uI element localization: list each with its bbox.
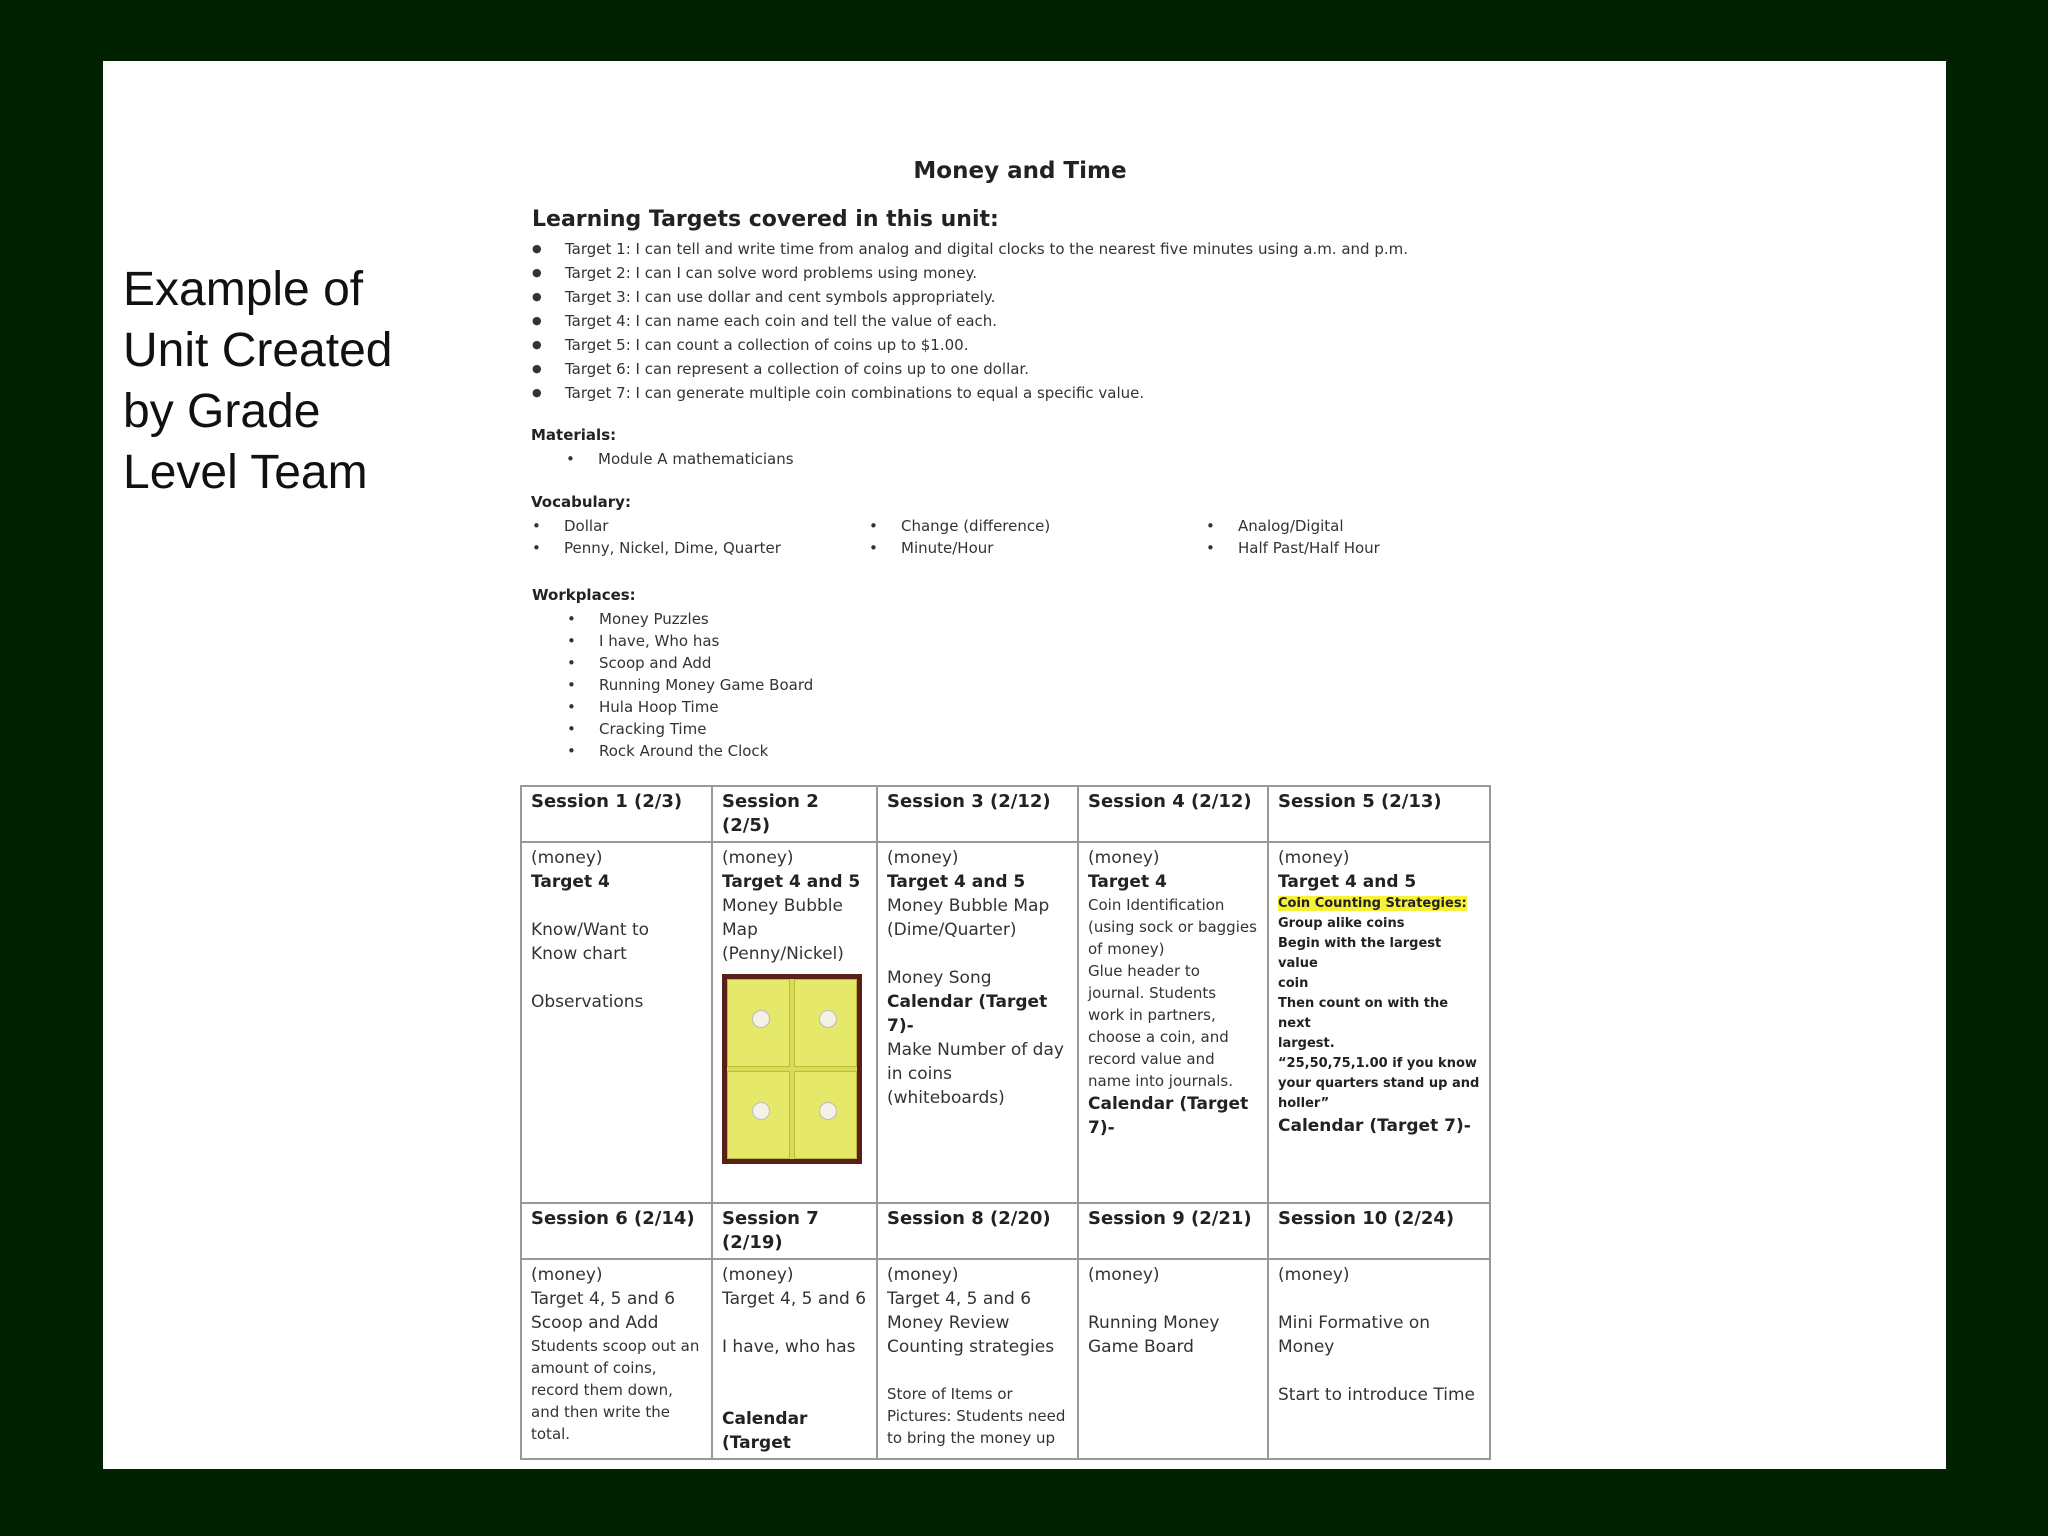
target-item: ● Target 5: I can count a collection of coins up to $1.00. <box>532 333 1408 357</box>
materials-heading: Materials: <box>531 426 617 444</box>
session-header: Session 5 (2/13) <box>1268 786 1490 842</box>
workplace-item: • Rock Around the Clock <box>565 740 813 762</box>
session-header-line: (2/19) <box>722 1232 783 1253</box>
session-cell <box>1268 1259 1490 1459</box>
session-text: Observations <box>531 992 644 1012</box>
target-item: ● Target 2: I can I can solve word problems using money. <box>532 261 1408 285</box>
session-calendar: Calendar (Target <box>722 1409 808 1453</box>
vocabulary-column-3 <box>1204 515 1380 559</box>
session-text: (Penny/Nickel) <box>722 944 844 964</box>
session-text: Mini Formative on <box>1278 1313 1431 1333</box>
session-topic: (money) <box>1278 1265 1350 1285</box>
session-cell <box>1078 1259 1268 1459</box>
target-item: ● Target 7: I can generate multiple coin combinations to equal a specific value. <box>532 381 1408 405</box>
session-topic: (money) <box>531 848 603 868</box>
slide-title-line: Example of <box>123 263 364 316</box>
session-header: Session 2 (2/5) <box>712 786 877 842</box>
session-text: Glue header to <box>1088 962 1200 980</box>
target-item: ● Target 3: I can use dollar and cent symbols appropriately. <box>532 285 1408 309</box>
session-text: Know chart <box>531 944 627 964</box>
session-text: Game Board <box>1088 1337 1194 1357</box>
vocabulary-item: • Half Past/Half Hour <box>1204 537 1380 559</box>
vocabulary-column-1 <box>530 515 781 559</box>
session-text: record them down, <box>531 1381 673 1399</box>
session-text: coin <box>1278 976 1309 991</box>
session-topic: (money) <box>1278 848 1350 868</box>
session-target: Target 4 and 5 <box>722 872 861 892</box>
session-topic: (money) <box>722 848 794 868</box>
session-target: Target 4 <box>531 872 610 892</box>
workplace-item: • Cracking Time <box>565 718 813 740</box>
session-header: Session 9 (2/21) <box>1078 1203 1268 1259</box>
workplace-item: • Running Money Game Board <box>565 674 813 696</box>
materials-list <box>564 448 794 470</box>
session-text: record value and <box>1088 1050 1215 1068</box>
session-text: Know/Want to <box>531 920 650 940</box>
session-text: Coin Identification <box>1088 896 1225 914</box>
coin-strategies-highlight: Coin Counting Strategies: <box>1278 896 1467 911</box>
vocabulary-heading: Vocabulary: <box>531 493 631 511</box>
session-text: to bring the money up <box>887 1429 1056 1447</box>
vocabulary-item: • Change (difference) <box>867 515 1050 537</box>
session-calendar: Calendar (Target 7)- <box>1278 1116 1471 1136</box>
slide <box>103 61 1946 1469</box>
vocabulary-item: • Penny, Nickel, Dime, Quarter <box>530 537 781 559</box>
session-header <box>712 1203 877 1259</box>
session-text: Running Money <box>1088 1313 1220 1333</box>
session-target: Target 4, 5 and 6 <box>887 1289 1032 1309</box>
session-text: and then write the <box>531 1403 670 1421</box>
session-text: total. <box>531 1425 571 1443</box>
slide-title <box>123 259 453 503</box>
slide-title-line: Unit Created <box>123 324 393 377</box>
session-text: in coins <box>887 1064 953 1084</box>
slide-title-line: by Grade <box>123 385 321 438</box>
session-text: amount of coins, <box>531 1359 657 1377</box>
session-text: Begin with the largest value <box>1278 936 1442 971</box>
session-header: Session 1 (2/3) <box>521 786 712 842</box>
session-header: Session 6 (2/14) <box>521 1203 712 1259</box>
session-text: your quarters stand up and <box>1278 1076 1480 1091</box>
session-text: name into journals. <box>1088 1072 1234 1090</box>
learning-targets-list <box>532 237 1408 405</box>
table-row <box>521 1203 1490 1259</box>
session-target: Target 4, 5 and 6 <box>531 1289 676 1309</box>
session-text: (using sock or baggies <box>1088 918 1257 936</box>
session-header: Session 8 (2/20) <box>877 1203 1078 1259</box>
session-text: Money <box>1278 1337 1335 1357</box>
session-text: Money Bubble Map <box>887 896 1050 916</box>
session-text: Scoop and Add <box>531 1313 659 1333</box>
vocabulary-item: • Dollar <box>530 515 781 537</box>
target-item: ● Target 4: I can name each coin and tell the value of each. <box>532 309 1408 333</box>
table-row <box>521 786 1490 842</box>
workplace-item: • Money Puzzles <box>565 608 813 630</box>
session-text: largest. <box>1278 1036 1335 1051</box>
session-text: holler” <box>1278 1096 1330 1111</box>
session-target: Target 4 <box>1088 872 1167 892</box>
session-cell <box>712 1259 877 1459</box>
table-row <box>521 842 1490 1203</box>
workplace-item: • I have, Who has <box>565 630 813 652</box>
session-topic: (money) <box>887 1265 959 1285</box>
session-text: journal. Students <box>1088 984 1217 1002</box>
workplaces-heading: Workplaces: <box>532 586 636 604</box>
session-target: Target 4, 5 and 6 <box>722 1289 867 1309</box>
session-cell <box>1078 842 1268 1203</box>
target-item: ● Target 1: I can tell and write time from analog and digital clocks to the nearest five minutes using a.m. and p.m. <box>532 237 1408 261</box>
session-target: Target 4 and 5 <box>887 872 1026 892</box>
workplaces-list <box>565 608 813 762</box>
session-text: Store of Items or <box>887 1385 1013 1403</box>
session-text: Make Number of day <box>887 1040 1064 1060</box>
session-cell <box>877 1259 1078 1459</box>
session-text: choose a coin, and <box>1088 1028 1229 1046</box>
session-cell <box>1268 842 1490 1203</box>
session-cell <box>877 842 1078 1203</box>
vocabulary-item: • Minute/Hour <box>867 537 1050 559</box>
session-text: Start to introduce Time <box>1278 1385 1475 1405</box>
session-text: I have, who has <box>722 1337 856 1357</box>
session-cell <box>521 842 712 1203</box>
session-text: “25,50,75,1.00 if you know <box>1278 1056 1477 1071</box>
workplace-item: • Hula Hoop Time <box>565 696 813 718</box>
session-text: Then count on with the next <box>1278 996 1449 1031</box>
session-cell <box>712 842 877 1203</box>
vocabulary-column-2 <box>867 515 1050 559</box>
session-topic: (money) <box>887 848 959 868</box>
session-text: Map <box>722 920 758 940</box>
material-item: • Module A mathematicians <box>564 448 794 470</box>
session-header: Session 3 (2/12) <box>877 786 1078 842</box>
session-calendar: Calendar (Target 7)- <box>887 992 1048 1036</box>
money-bubble-map-photo <box>722 974 862 1164</box>
session-text: Group alike coins <box>1278 916 1405 931</box>
slide-title-line: Level Team <box>123 446 368 499</box>
session-text: (whiteboards) <box>887 1088 1005 1108</box>
document-title: Money and Time <box>913 158 1127 184</box>
unit-document <box>520 61 1600 1469</box>
session-topic: (money) <box>722 1265 794 1285</box>
session-text: Money Bubble <box>722 896 843 916</box>
session-header: Session 10 (2/24) <box>1268 1203 1490 1259</box>
session-text: Money Song <box>887 968 992 988</box>
sessions-table <box>520 785 1491 1460</box>
session-topic: (money) <box>1088 1265 1160 1285</box>
session-topic: (money) <box>1088 848 1160 868</box>
table-row <box>521 1259 1490 1459</box>
session-text: (Dime/Quarter) <box>887 920 1017 940</box>
session-text: Counting strategies <box>887 1337 1055 1357</box>
session-cell <box>521 1259 712 1459</box>
session-text: Students scoop out an <box>531 1337 700 1355</box>
session-target: Target 4 and 5 <box>1278 872 1417 892</box>
target-item: ● Target 6: I can represent a collection of coins up to one dollar. <box>532 357 1408 381</box>
session-header: Session 4 (2/12) <box>1078 786 1268 842</box>
session-calendar: Calendar (Target 7)- <box>1088 1094 1249 1138</box>
vocabulary-item: • Analog/Digital <box>1204 515 1380 537</box>
session-header-line: Session 7 <box>722 1208 819 1229</box>
session-text: work in partners, <box>1088 1006 1216 1024</box>
session-text: Money Review <box>887 1313 1010 1333</box>
session-topic: (money) <box>531 1265 603 1285</box>
workplace-item: • Scoop and Add <box>565 652 813 674</box>
learning-targets-heading: Learning Targets covered in this unit: <box>532 207 999 232</box>
session-text: Pictures: Students need <box>887 1407 1066 1425</box>
session-text: of money) <box>1088 940 1165 958</box>
